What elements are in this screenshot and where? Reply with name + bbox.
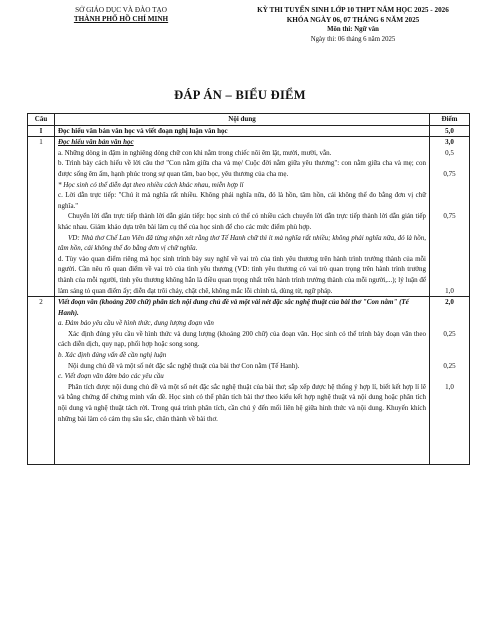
answer-d: d. Tùy vào quan điểm riêng mà học sinh trình bày suy nghĩ về vai trò của tình yêu thương trên hành trình trưởng thành của mỗi người. Cần nêu rõ quan điểm về vai trò của tình yêu thương (VD: tình yêu thương có vai trò quan trọng trên hành trình trưởng thành của mỗi người, tình yêu thương không hẳn là điều quan trọng nhất trên hành trình trưởng thành của mỗi người,...); lý luận để làm sáng tỏ quan điểm ấy; diễn đạt trôi chảy, chặt chẽ, không mắc lỗi chính tả, dùng từ, ngữ pháp. — [58, 254, 426, 295]
question-score: 2,0 — [445, 298, 454, 307]
col-header-cau: Câu — [28, 114, 55, 126]
section-score: 5,0 — [430, 125, 470, 137]
subject: Môn thi: Ngữ văn — [327, 26, 379, 33]
header-left — [36, 6, 206, 24]
question-number: 1 — [28, 137, 55, 297]
question-content — [55, 137, 430, 297]
score-c: 0,75 — [443, 212, 456, 221]
table-header-row — [28, 114, 470, 126]
question-scores — [430, 137, 470, 297]
question-scores — [430, 297, 470, 465]
section-number: I — [28, 125, 55, 137]
criterion-a-title: a. Đảm bảo yêu cầu về hình thức, dung lượng đoạn văn — [58, 319, 214, 328]
section-row — [28, 125, 470, 137]
header-right — [238, 6, 468, 44]
col-header-noidung: Nội dung — [55, 114, 430, 126]
exam-day: Ngày thi: 06 tháng 6 năm 2025 — [310, 35, 396, 43]
score-d: 1,0 — [445, 286, 454, 295]
criterion-b-text: Nội dung chủ đề và một số nét đặc sắc nghệ thuật của bài thơ Con nằm (Tế Hanh). — [68, 361, 300, 370]
section-title: Đọc hiểu văn bản văn học và viết đoạn nghị luận văn học — [55, 125, 430, 137]
city-name: THÀNH PHỐ HỒ CHÍ MINH — [73, 15, 169, 23]
answer-c-quote: c. Lời dẫn trực tiếp: "Chú ít mà nghĩa rất nhiều. Không phải nghĩa nữa, đó là hồn, tâm hồn, cái không thể đo bằng đơn vị chữ nghĩa." — [58, 191, 426, 210]
question-number: 2 — [28, 297, 55, 465]
question-score: 3,0 — [445, 138, 454, 147]
answer-c-explain: Chuyển lời dẫn trực tiếp thành lời dẫn gián tiếp: học sinh có thể có nhiều cách chuyển lời dẫn trực tiếp thành lời dẫn gián tiếp khác nhau. Giám khảo dựa trên bài làm cụ thể của học sinh để cho các mức điểm phù hợp. — [58, 212, 426, 231]
criterion-a-text: Xác định đúng yêu cầu về hình thức và dung lượng (khoảng 200 chữ) của đoạn văn. Học sinh có thể trình bày đoạn văn theo cách diễn dịch, quy nạp, phối hợp hoặc song song. — [58, 329, 426, 349]
answer-a: a. Những dòng in đậm in nghiêng dòng chữ con khi nằm trong chiếc nôi êm lật, mười, mười, vẫn. — [58, 148, 332, 157]
criterion-c-wrap — [58, 382, 426, 464]
score-b: 0,75 — [443, 169, 456, 178]
score-criterion-c: 1,0 — [445, 382, 454, 391]
department-name: SỞ GIÁO DỤC VÀ ĐÀO TẠO — [75, 6, 167, 14]
criterion-b-title: b. Xác định đúng vấn đề cần nghị luận — [58, 351, 167, 360]
criterion-c-title: c. Viết đoạn văn đảm bảo các yêu cầu — [58, 372, 164, 381]
criterion-c-text: Phân tích được nội dung chủ đề và một số nét đặc sắc nghệ thuật của bài thơ; sắp xếp được hệ thống ý hợp lí, biết kết hợp lí lẽ và bằng chứng để chứng minh vấn đề. Học sinh có thể phân tích bài thơ theo kiểu kết hợp nghệ thuật và nội dung hoặc phân tích nội dung và nghệ thuật tách rời. Trong quá trình phân tích, cần chú ý đến mối liên hệ giữa hình thức và nội dung. Khuyến khích những bài làm có cảm thụ sâu sắc, chân thành về bài thơ. — [58, 382, 426, 423]
answer-b-note: * Học sinh có thể diễn đạt theo nhiều cách khác nhau, miễn hợp lí — [58, 180, 244, 189]
score-criterion-b: 0,25 — [443, 361, 456, 370]
answer-table — [27, 113, 470, 465]
answer-c-example: VD: Nhà thơ Chế Lan Viên đã từng nhận xét rằng thơ Tế Hanh chữ thì ít mà nghĩa rất nhiều; không phải nghĩa nữa, đó là hồn, tâm hồn, cái không thể đo bằng đơn vị chữ nghĩa. — [58, 233, 426, 253]
score-a: 0,5 — [445, 148, 454, 157]
page-title: ĐÁP ÁN – BIỂU ĐIỂM — [174, 88, 306, 102]
question-row — [28, 297, 470, 465]
col-header-diem: Điểm — [430, 114, 470, 126]
question-row — [28, 137, 470, 297]
question-title: Viết đoạn văn (khoảng 200 chữ) phân tích nội dung chủ đề và một vài nét đặc sắc nghệ thuật của bài thơ "Con nằm" (Tế Hanh). — [58, 298, 409, 317]
question-content — [55, 297, 430, 465]
exam-name: KỲ THI TUYỂN SINH LỚP 10 THPT NĂM HỌC 2025 - 2026 — [257, 6, 449, 14]
question-title: Đọc hiểu văn bản văn học — [58, 138, 134, 147]
score-criterion-a: 0,25 — [443, 329, 456, 338]
exam-date-range: KHÓA NGÀY 06, 07 THÁNG 6 NĂM 2025 — [286, 15, 420, 24]
answer-b: b. Trình bày cách hiểu về lời câu thơ "Con nằm giữa cha và mẹ/ Cuộc đời nằm giữa yêu thương": con nằm giữa cha và mẹ; con được sống êm ấm, hạnh phúc trong sự quan tâm, bao bọc, yêu thương của cha mẹ. — [58, 159, 426, 178]
